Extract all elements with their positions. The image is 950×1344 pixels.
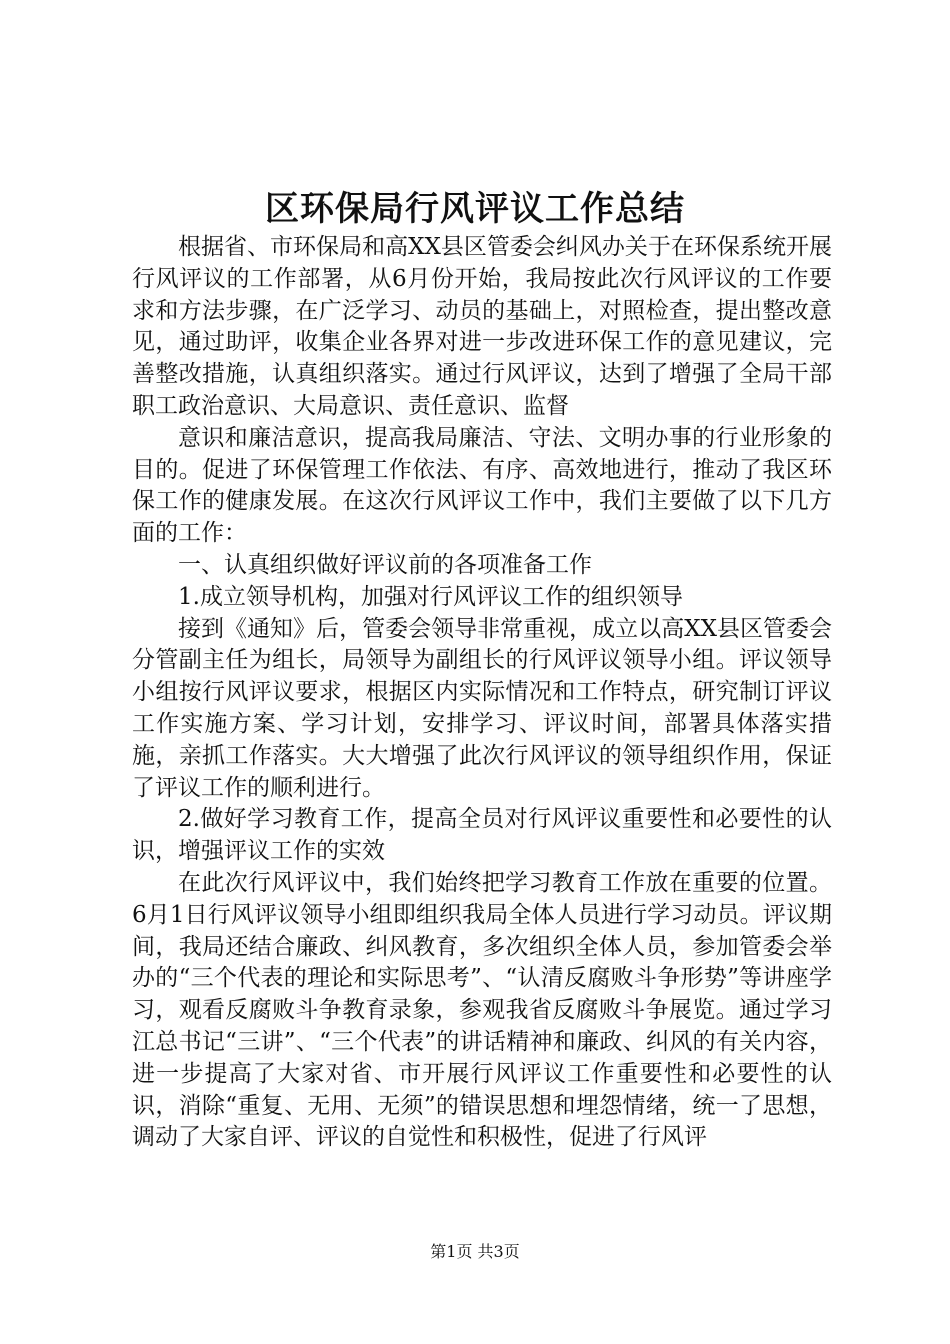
paragraph-intro: 根据省、市环保局和高XX县区管委会纠风办关于在环保系统开展行风评议的工作部署，从6月份开始，我局按此次行风评议的工作要求和方法步骤，在广泛学习、动员的基础上，对照检查，提出整改意见，通过助评，收集企业各界对进一步改进环保工作的意见建议，完善整改措施，认真组织落实。通过行风评议，达到了增强了全局干部职工政治意识、大局意识、责任意识、监督 bbox=[132, 234, 832, 419]
paragraph-leadership: 接到《通知》后，管委会领导非常重视，成立以高XX县区管委会分管副主任为组长，局领导为副组长的行风评议领导小组。评议领导小组按行风评议要求，根据区内实际情况和工作特点，研究制订评议工作实施方案、学习计划，安排学习、评议时间，部署具体落实措施，亲抓工作落实。大大增强了此次行风评议的领导组织作用，保证了评议工作的顺利进行。 bbox=[132, 615, 832, 801]
paragraph-education: 在此次行风评议中，我们始终把学习教育工作放在重要的位置。6月1日行风评议领导小组即组织我局全体人员进行学习动员。评议期间，我局还结合廉政、纠风教育，多次组织全体人员，参加管委会举办的“三个代表的理论和实际思考”、“认清反腐败斗争形势”等讲座学习，观看反腐败斗争教育录象，参观我省反腐败斗争展览。通过学习江总书记“三讲”、“三个代表”的讲话精神和廉政、纠风的有关内容，进一步提高了大家对省、市开展行风评议工作重要性和必要性的认识，消除“重复、无用、无须”的错误思想和埋怨情绪，统一了思想，调动了大家自评、评议的自觉性和积极性，促进了行风评 bbox=[132, 869, 832, 1151]
section-heading-1: 一、认真组织做好评议前的各项准备工作 bbox=[178, 551, 592, 578]
subsection-heading-1: 1.成立领导机构，加强对行风评议工作的组织领导 bbox=[178, 583, 683, 610]
subsection-heading-2: 2.做好学习教育工作，提高全员对行风评议重要性和必要性的认识，增强评议工作的实效 bbox=[132, 806, 832, 865]
page-number-footer: 第1页 共3页 bbox=[430, 1242, 520, 1261]
paragraph-intro-continued: 意识和廉洁意识，提高我局廉洁、守法、文明办事的行业形象的目的。促进了环保管理工作依法、有序、高效地进行，推动了我区环保工作的健康发展。在这次行风评议工作中，我们主要做了以下几方面的工作： bbox=[132, 424, 832, 547]
document-title: 区环保局行风评议工作总结 bbox=[265, 189, 685, 229]
document-body bbox=[132, 232, 832, 1154]
